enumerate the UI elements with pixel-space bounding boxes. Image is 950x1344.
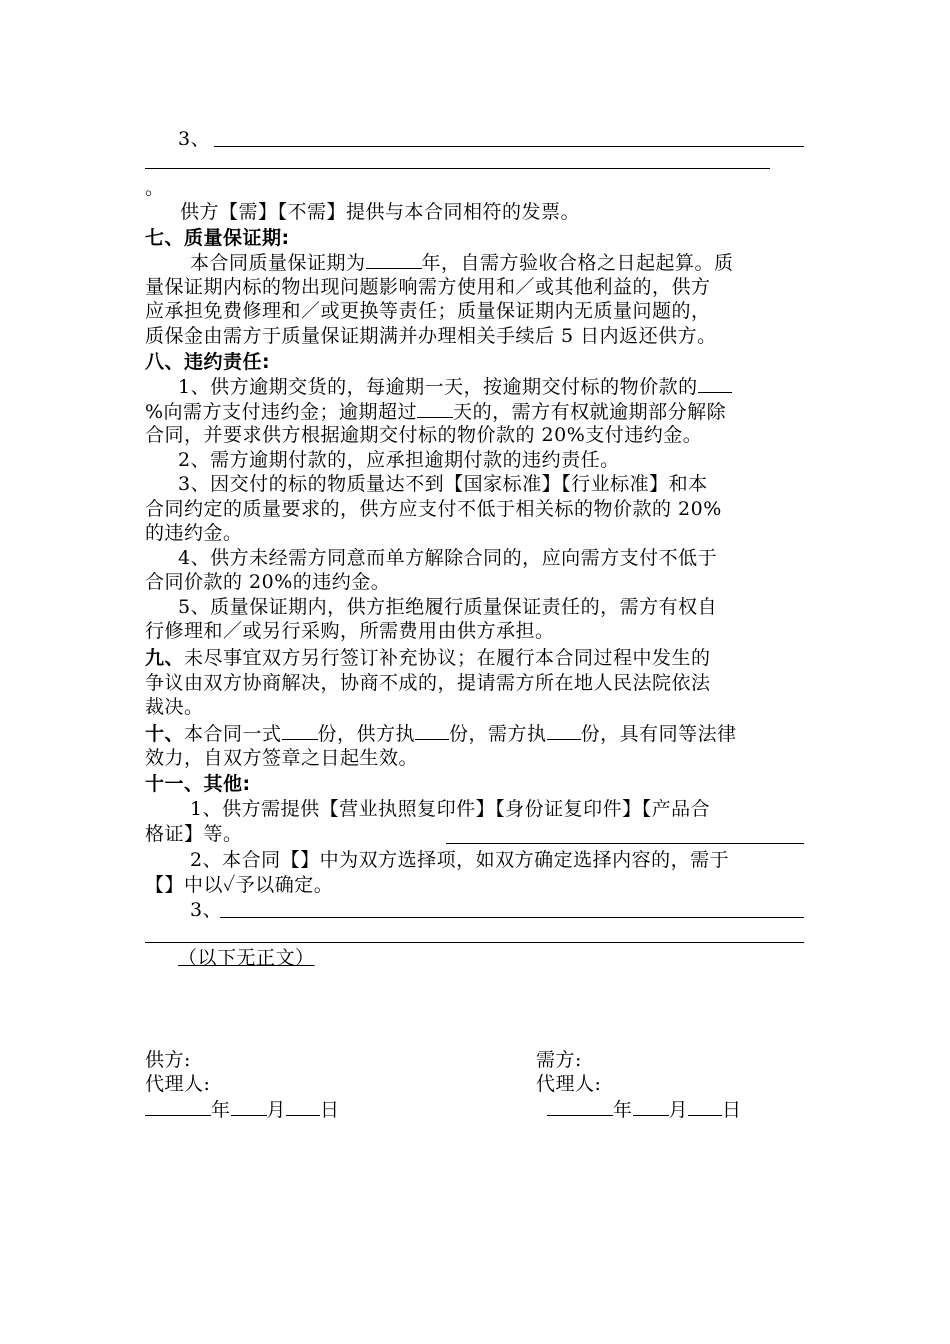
section-8-item-4-line-1: 4、供方未经需方同意而单方解除合同的，应向需方支付不低于 — [178, 547, 718, 569]
text: 年 — [613, 1099, 633, 1121]
blank-line — [446, 843, 804, 844]
text: 本合同一式 — [184, 723, 282, 745]
text: 年 — [211, 1099, 231, 1121]
text: 本合同质量保证期为 — [190, 252, 366, 274]
section-8-item-5-line-2: 行修理和／或另行采购，所需费用由供方承担。 — [145, 620, 555, 642]
section-11-item-2-line-1: 2、本合同【】中为双方选择项，如双方确定选择内容的，需于 — [190, 849, 730, 871]
section-8-item-1-line-1 — [178, 374, 732, 399]
supplier-date — [145, 1097, 340, 1122]
blank-day — [286, 1097, 320, 1116]
section-7-title: 七、质量保证期: — [145, 227, 290, 249]
section-8-item-1-line-3: 合同，并要求供方根据逾期交付标的物价款的 20%支付违约金。 — [145, 424, 703, 446]
blank-year — [547, 1097, 613, 1116]
invoice-clause: 供方【需】【不需】提供与本合同相符的发票。 — [180, 201, 581, 223]
section-8-item-3-line-2: 合同约定的质量要求的，供方应支付不低于相关标的物价款的 20% — [145, 498, 722, 520]
section-11-title: 十一、其他: — [145, 773, 251, 795]
section-7-line-4: 质保金由需方于质量保证期满并办理相关手续后 5 日内返还供方。 — [145, 325, 717, 347]
blank-line — [145, 942, 804, 943]
blank-percent — [698, 374, 732, 393]
blank-copies-total — [282, 721, 318, 740]
text: 未尽事宜双方另行签订补充协议；在履行本合同过程中发生的 — [184, 647, 711, 669]
buyer-agent-label: 代理人: — [536, 1073, 602, 1095]
section-8-item-4-line-2: 合同价款的 20%的违约金。 — [145, 571, 391, 593]
section-10-line-1 — [145, 721, 737, 746]
blank-line — [214, 146, 804, 147]
text: 年，自需方验收合格之日起起算。质 — [421, 252, 734, 274]
blank-year — [145, 1097, 211, 1116]
blank-days — [417, 399, 453, 418]
text: 份，具有同等法律 — [580, 723, 737, 745]
item-3-top: 3、 — [178, 128, 211, 150]
section-9-heading: 九、 — [145, 647, 185, 669]
text: 1、供方逾期交货的，每逾期一天，按逾期交付标的物价款的 — [178, 376, 698, 398]
section-7-line-1 — [190, 250, 734, 275]
section-10-heading: 十、 — [145, 723, 185, 745]
section-7-line-2: 量保证期内标的物出现问题影响需方使用和／或其他利益的，供方 — [145, 276, 711, 298]
section-8-item-1-line-2 — [145, 399, 726, 424]
text: 份，供方执 — [317, 723, 416, 745]
section-11-item-2-line-2: 【】中以✓予以确定。 — [145, 874, 334, 896]
section-9-line-3: 裁决。 — [145, 696, 204, 718]
section-8-item-5-line-1: 5、质量保证期内，供方拒绝履行质量保证责任的，需方有权自 — [178, 596, 718, 618]
section-7-line-3: 应承担免费修理和／或更换等责任；质量保证期内无质量问题的， — [145, 300, 711, 322]
section-8-item-3-line-3: 的违约金。 — [145, 522, 243, 544]
supplier-agent-label: 代理人: — [145, 1073, 211, 1095]
section-11-item-3: 3、 — [190, 899, 223, 921]
buyer-date — [547, 1097, 742, 1122]
supplier-label: 供方: — [145, 1049, 191, 1071]
blank-month — [231, 1097, 267, 1116]
text: 日 — [320, 1099, 340, 1121]
text: 月 — [668, 1099, 689, 1121]
section-9-line-2: 争议由双方协商解决，协商不成的，提请需方所在地人民法院依法 — [145, 672, 711, 694]
text: 份，需方执 — [449, 723, 547, 745]
blank-copies-supplier — [415, 721, 449, 740]
text: 月 — [266, 1099, 287, 1121]
blank-copies-buyer — [547, 721, 581, 740]
section-11-item-1-line-2: 格证】等。 — [145, 823, 243, 845]
section-10-line-2: 效力，自双方签章之日起生效。 — [145, 747, 419, 769]
blank-line — [220, 917, 804, 918]
buyer-label: 需方: — [536, 1049, 582, 1071]
section-8-title: 八、违约责任: — [145, 351, 271, 373]
blank-month — [633, 1097, 669, 1116]
period-mark: 。 — [145, 177, 165, 199]
text: 天的，需方有权就逾期部分解除 — [453, 401, 727, 423]
blank-line — [145, 168, 770, 169]
section-11-item-1-line-1: 1、供方需提供【营业执照复印件】【身份证复印件】【产品合 — [190, 798, 711, 820]
no-further-text: （以下无正文） — [178, 947, 315, 969]
section-8-item-3-line-1: 3、因交付的标的物质量达不到【国家标准】【行业标准】和本 — [178, 473, 708, 495]
text: 日 — [722, 1099, 742, 1121]
blank-day — [688, 1097, 722, 1116]
text: %向需方支付违约金；逾期超过 — [145, 401, 418, 423]
section-9-line-1 — [145, 646, 711, 670]
blank-years — [366, 250, 422, 269]
section-8-item-2: 2、需方逾期付款的，应承担逾期付款的违约责任。 — [178, 449, 620, 471]
